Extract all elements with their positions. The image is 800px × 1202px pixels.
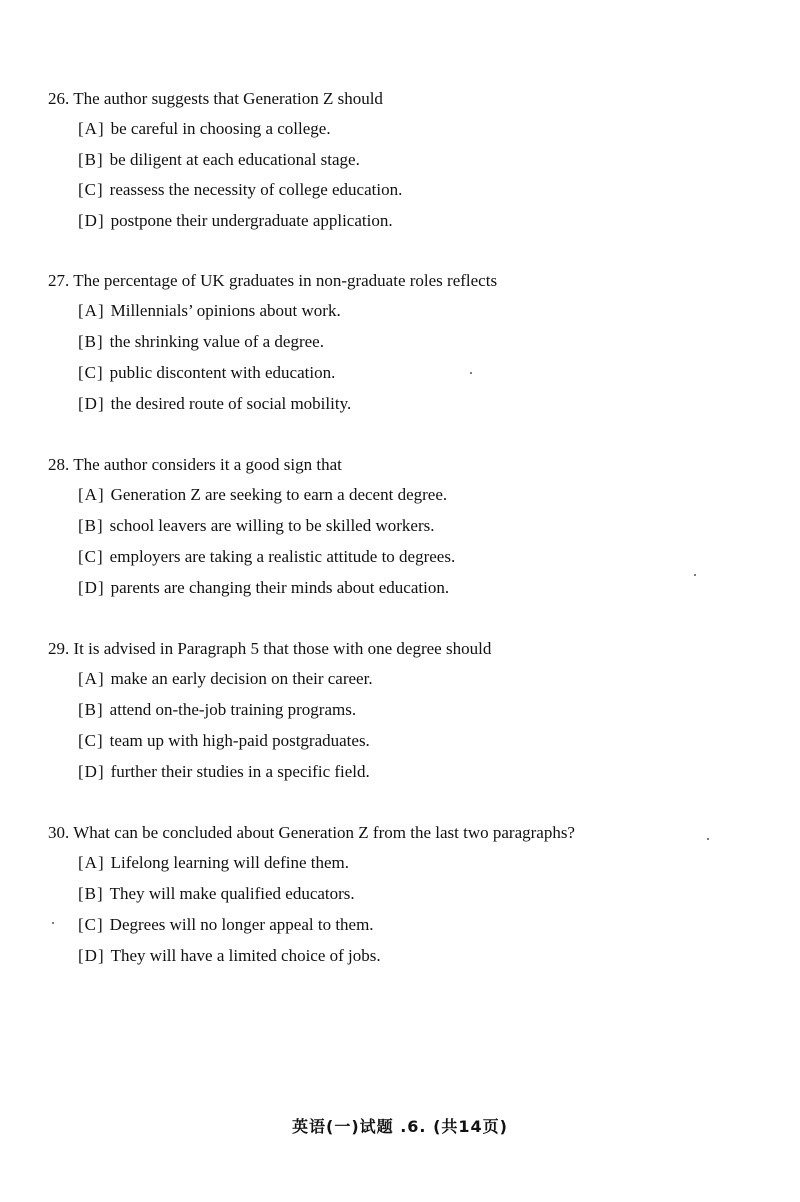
option-text: be diligent at each educational stage.: [109, 150, 360, 169]
option-a: [78, 668, 373, 690]
option-letter: [B]: [78, 332, 104, 351]
option-letter: [B]: [78, 884, 104, 903]
option-c: [78, 914, 374, 936]
scan-speck: [52, 922, 54, 924]
option-letter: [D]: [78, 394, 105, 413]
option-text: employers are taking a realistic attitude to degrees.: [109, 547, 456, 566]
option-d: [78, 210, 393, 232]
option-c: [78, 362, 335, 384]
question-number: 30.: [48, 823, 70, 842]
option-d: [78, 577, 449, 599]
option-a: [78, 852, 349, 874]
option-b: [78, 515, 434, 537]
question-text: The author suggests that Generation Z should: [73, 89, 383, 108]
option-text: the desired route of social mobility.: [110, 394, 352, 413]
option-text: school leavers are willing to be skilled workers.: [109, 516, 435, 535]
question-number: 27.: [48, 271, 70, 290]
question-number: 29.: [48, 639, 70, 658]
option-letter: [A]: [78, 669, 105, 688]
option-text: reassess the necessity of college education.: [109, 180, 403, 199]
scan-speck: [707, 838, 709, 840]
option-c: [78, 546, 455, 568]
question-30: [48, 822, 768, 965]
question-stem: [48, 270, 768, 292]
question-text: The percentage of UK graduates in non-graduate roles reflects: [73, 271, 498, 290]
option-text: make an early decision on their career.: [110, 669, 373, 688]
option-text: parents are changing their minds about education.: [110, 578, 450, 597]
option-text: They will have a limited choice of jobs.: [110, 946, 381, 965]
option-letter: [B]: [78, 516, 104, 535]
option-letter: [D]: [78, 762, 105, 781]
option-text: be careful in choosing a college.: [110, 119, 331, 138]
option-letter: [A]: [78, 853, 105, 872]
question-27: [48, 270, 768, 413]
option-letter: [C]: [78, 731, 104, 750]
option-letter: [D]: [78, 946, 105, 965]
question-stem: [48, 822, 768, 844]
question-stem: [48, 454, 768, 476]
option-text: team up with high-paid postgraduates.: [109, 731, 370, 750]
option-text: further their studies in a specific field.: [110, 762, 370, 781]
option-a: [78, 118, 331, 140]
option-text: postpone their undergraduate application.: [110, 211, 393, 230]
option-letter: [C]: [78, 547, 104, 566]
option-letter: [C]: [78, 363, 104, 382]
option-text: Generation Z are seeking to earn a decent degree.: [110, 485, 448, 504]
question-text: It is advised in Paragraph 5 that those with one degree should: [73, 639, 492, 658]
option-a: [78, 484, 447, 506]
option-d: [78, 945, 381, 967]
option-text: attend on-the-job training programs.: [109, 700, 357, 719]
option-letter: [C]: [78, 915, 104, 934]
question-26: [48, 88, 768, 230]
question-number: 28.: [48, 455, 70, 474]
option-c: [78, 179, 402, 201]
question-text: What can be concluded about Generation Z from the last two paragraphs?: [73, 823, 575, 842]
option-text: Millennials’ opinions about work.: [110, 301, 341, 320]
option-letter: [A]: [78, 301, 105, 320]
scan-speck: [694, 574, 696, 576]
option-text: public discontent with education.: [109, 363, 336, 382]
option-text: the shrinking value of a degree.: [109, 332, 324, 351]
option-letter: [B]: [78, 150, 104, 169]
option-a: [78, 300, 341, 322]
question-29: [48, 638, 768, 781]
question-number: 26.: [48, 89, 70, 108]
page-footer: 英语(一)试题 .6. (共14页): [292, 1117, 508, 1136]
option-b: [78, 331, 324, 353]
option-letter: [D]: [78, 211, 105, 230]
option-letter: [C]: [78, 180, 104, 199]
question-text: The author considers it a good sign that: [73, 455, 342, 474]
option-letter: [A]: [78, 119, 105, 138]
scan-speck: [470, 372, 472, 374]
option-text: Lifelong learning will define them.: [110, 853, 350, 872]
question-28: [48, 454, 768, 597]
option-letter: [A]: [78, 485, 105, 504]
option-letter: [D]: [78, 578, 105, 597]
question-stem: [48, 88, 768, 110]
option-text: They will make qualified educators.: [109, 884, 355, 903]
option-letter: [B]: [78, 700, 104, 719]
option-d: [78, 393, 351, 415]
option-b: [78, 883, 355, 905]
option-b: [78, 149, 360, 171]
option-d: [78, 761, 370, 783]
question-stem: [48, 638, 768, 660]
option-b: [78, 699, 356, 721]
option-c: [78, 730, 370, 752]
option-text: Degrees will no longer appeal to them.: [109, 915, 374, 934]
